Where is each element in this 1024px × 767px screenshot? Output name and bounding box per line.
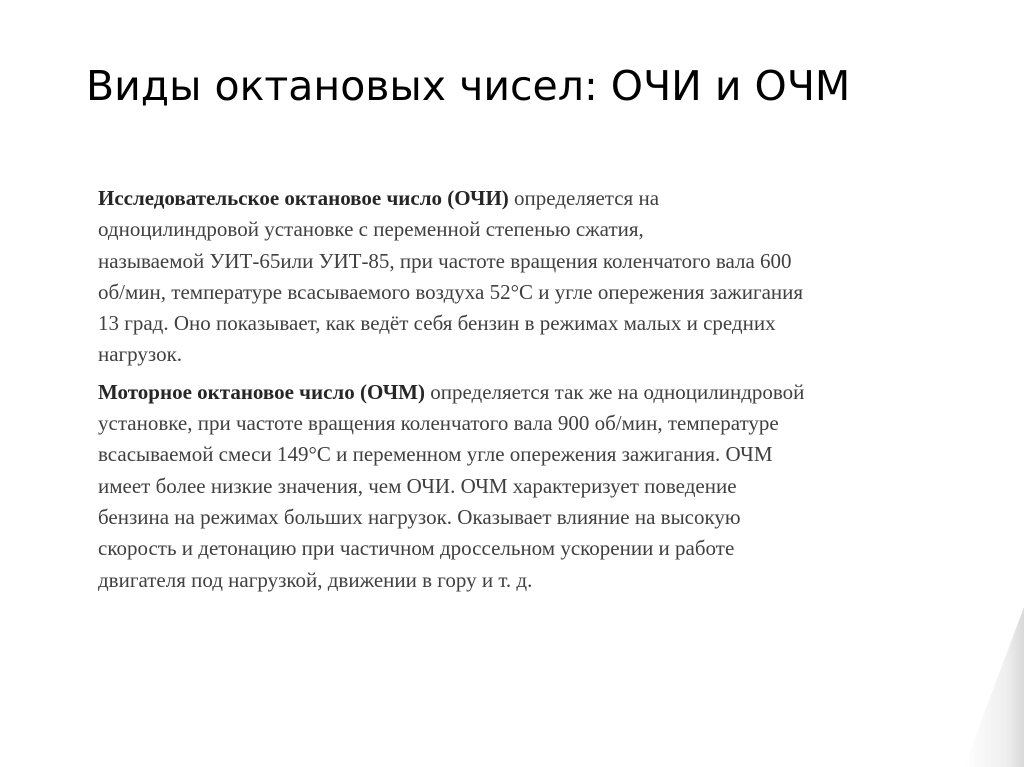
page-curl-shadow xyxy=(964,607,1024,767)
paragraph-text: называемой УИТ-65или УИТ-85, при частоте вращения коленчатого вала 600 xyxy=(98,248,792,273)
slide-title: Виды октановых чисел: ОЧИ и ОЧМ xyxy=(86,62,851,110)
term-research-octane: Исследовательское октановое число (ОЧИ) xyxy=(98,186,509,210)
paragraph-text: 13 град. Оно показывает, как ведёт себя бензин в режимах малых и средних xyxy=(98,311,776,336)
paragraph-text: имеет более низкие значения, чем ОЧИ. ОЧМ характеризует поведение xyxy=(98,473,737,498)
paragraph-text: об/мин, температуре всасываемого воздуха 52°С и угле опережения зажигания xyxy=(98,279,804,304)
paragraph-motor-octane xyxy=(98,377,968,596)
paragraph-text: бензина на режимах больших нагрузок. Оказывает влияние на высокую xyxy=(98,504,741,529)
term-motor-octane: Моторное октановое число (ОЧМ) xyxy=(98,379,425,404)
paragraph-text: установке, при частоте вращения коленчатого вала 900 об/мин, температуре xyxy=(98,411,779,436)
paragraph-text: одноцилиндровой установке с переменной степенью сжатия, xyxy=(98,217,644,242)
paragraph-text: определяется так же на одноцилиндровой xyxy=(425,379,805,404)
paragraph-text: нагрузок. xyxy=(98,342,183,367)
paragraph-text: определяется на xyxy=(508,186,660,210)
paragraph-text: двигателя под нагрузкой, движении в гору и т. д. xyxy=(98,567,533,592)
paragraph-research-octane xyxy=(98,183,968,371)
paragraph-text: скорость и детонацию при частичном дроссельном ускорении и работе xyxy=(98,536,735,561)
paragraph-text: всасываемой смеси 149°С и переменном угле опережения зажигания. ОЧМ xyxy=(98,442,773,467)
slide-body xyxy=(98,183,968,602)
